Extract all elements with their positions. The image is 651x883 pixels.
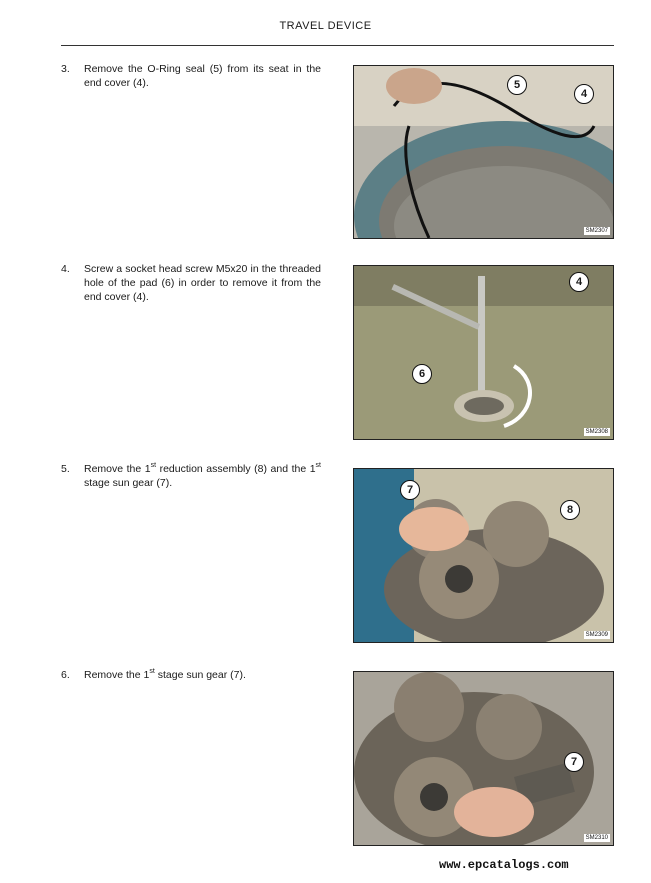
step-number: 5. bbox=[61, 463, 70, 475]
footer-url: www.epcatalogs.com bbox=[439, 858, 569, 872]
callout-7: 7 bbox=[564, 752, 584, 772]
step-5 bbox=[61, 462, 321, 490]
figure-step-4 bbox=[353, 265, 614, 440]
figure-code: SM2307 bbox=[585, 228, 608, 234]
figure-step-5 bbox=[353, 468, 614, 643]
callout-7: 7 bbox=[400, 480, 420, 500]
page-header-title: TRAVEL DEVICE bbox=[279, 20, 372, 32]
callout-8: 8 bbox=[560, 500, 580, 520]
step-text: Remove the 1st stage sun gear (7). bbox=[84, 668, 246, 681]
figure-code: SM2310 bbox=[585, 835, 608, 841]
figure-code: SM2309 bbox=[585, 632, 608, 638]
header-divider bbox=[61, 45, 614, 46]
callout-4: 4 bbox=[569, 272, 589, 292]
step-number: 4. bbox=[61, 263, 70, 275]
figure-step-6 bbox=[353, 671, 614, 846]
step-number: 3. bbox=[61, 63, 70, 75]
step-text: Remove the 1st reduction assembly (8) and the 1st stage sun gear (7). bbox=[84, 462, 321, 489]
step-number: 6. bbox=[61, 669, 70, 681]
callout-6: 6 bbox=[412, 364, 432, 384]
step-text: Remove the O-Ring seal (5) from its seat in the end cover (4). bbox=[84, 63, 321, 89]
figure-code: SM2308 bbox=[585, 429, 608, 435]
step-6 bbox=[61, 668, 321, 682]
figure-step-3 bbox=[353, 65, 614, 239]
step-4 bbox=[61, 262, 321, 304]
step-3 bbox=[61, 62, 321, 90]
step-text: Screw a socket head screw M5x20 in the threaded hole of the pad (6) in order to remove it from the end cover (4). bbox=[84, 263, 321, 303]
callout-4: 4 bbox=[574, 84, 594, 104]
callout-5: 5 bbox=[507, 75, 527, 95]
